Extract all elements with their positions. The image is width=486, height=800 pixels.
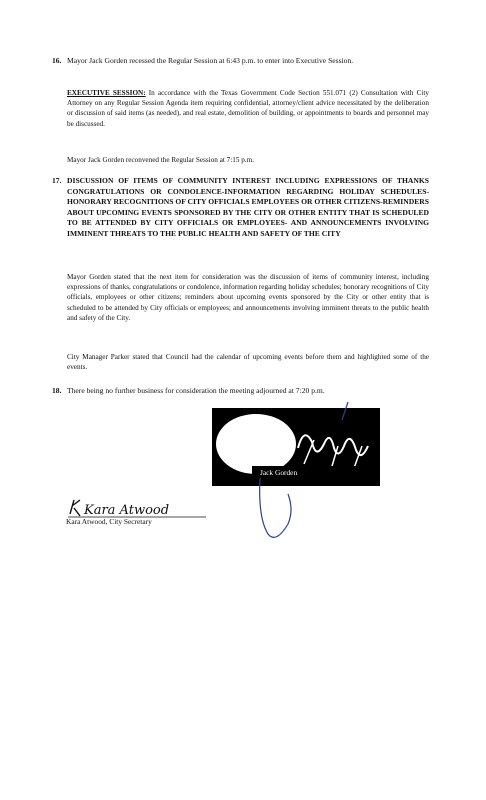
- item-18-number: 18.: [52, 386, 62, 395]
- secretary-signature-text: Kara Atwood: [84, 503, 170, 518]
- executive-session-label: EXECUTIVE SESSION:: [67, 89, 146, 97]
- item-17-paragraph-2: City Manager Parker stated that Council had the calendar of upcoming events before them and highlighted some of the events.: [67, 353, 429, 372]
- signature-pen-strokes: [232, 398, 362, 548]
- secretary-caption: Kara Atwood, City Secretary: [66, 517, 152, 526]
- executive-session-paragraph: [67, 88, 429, 129]
- item-16-text: Mayor Jack Gorden recessed the Regular Session at 6:43 p.m. to enter into Executive Session.: [67, 56, 354, 65]
- reconvene-text: Mayor Jack Gorden reconvened the Regular Session at 7:15 p.m.: [67, 156, 255, 164]
- item-17-heading: DISCUSSION OF ITEMS OF COMMUNITY INTEREST INCLUDING EXPRESSIONS OF THANKS CONGRATULATIONS OR CONDOLENCE-INFORMATION REGARDING HOLIDAY SCHEDULES- HONORARY RECOGNITIONS OF CITY OFFICIALS EMPLOYEES OR OTHER CITIZENS-REMINDERS ABOUT UPCOMING EVENTS SPONSORED BY THE CITY OR OTHER ENTITY THAT IS SCHEDULED TO BE ATTENDED BY CITY OFFICIALS OR EMPLOYEES- AND ANNOUNCEMENTS INVOLVING IMMINENT THREATS TO THE PUBLIC HEALTH AND SAFETY OF THE CITY: [67, 176, 429, 238]
- item-17-paragraph-1: Mayor Gorden stated that the next item for consideration was the discussion of items of community interest, including expressions of thanks, congratulations or condolence, information regarding holiday schedules; honorary recognitions of City officials, employees or other citizens; reminders about upcoming events sponsored by the City or other entity that is scheduled to be attended by City officials or employees; and announcements involving imminent threats to the public health and safety of the City.: [67, 273, 429, 322]
- item-16-number: 16.: [52, 56, 62, 65]
- mayor-caption: Jack Gorden: [260, 468, 298, 477]
- executive-session-text: In accordance with the Texas Government Code Section 551.071 (2) Consultation with City Attorney on any Regular Session Agenda item requiring confidential, attorney/client advice necessitated by the deliberation or discussion of said items (as needed), and real estate, demolition of building, or appointments to boards and personnel may be discussed.: [67, 89, 430, 128]
- item-17-number: 17.: [52, 176, 62, 185]
- item-18-text: There being no further business for consideration the meeting adjourned at 7:20 p.m.: [67, 386, 325, 395]
